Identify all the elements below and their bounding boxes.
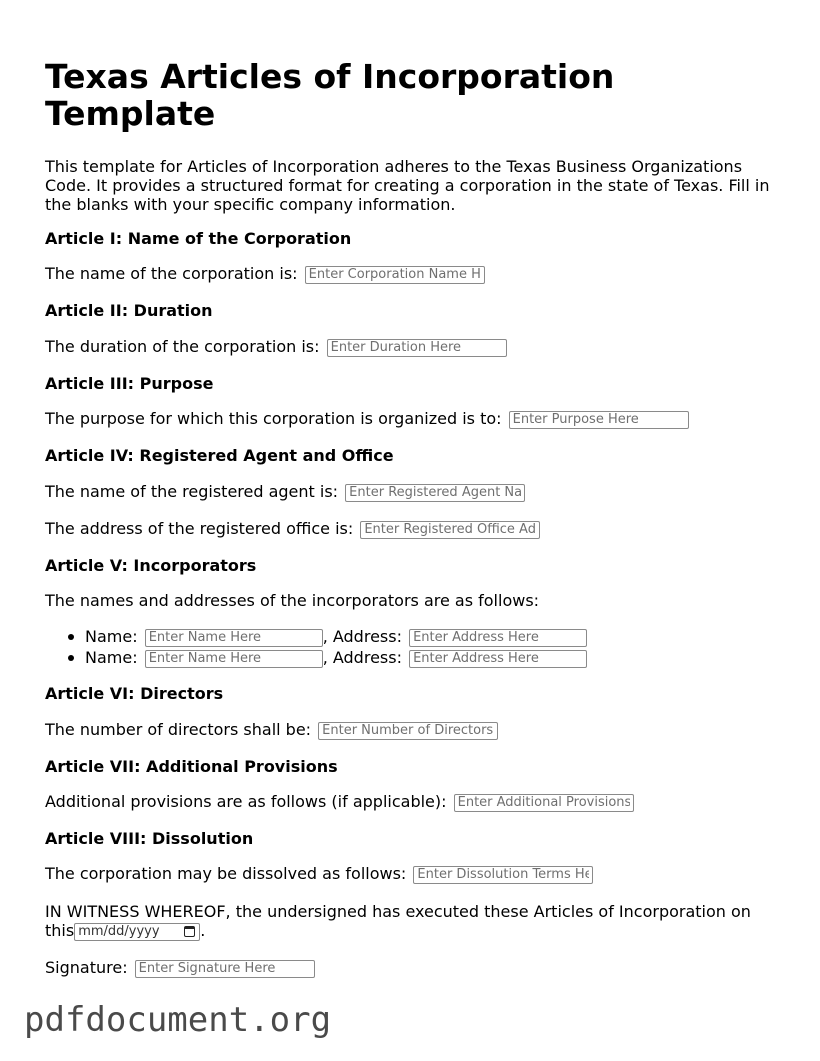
incorporator-1-address-input[interactable] — [409, 629, 587, 647]
duration-input[interactable] — [327, 339, 507, 357]
incorporator-2-name-input[interactable] — [145, 650, 323, 668]
incorporators-list — [65, 626, 587, 668]
incorporator-name-label: Name: — [85, 648, 138, 667]
article-8-row — [45, 864, 785, 884]
article-2-row — [45, 337, 785, 357]
article-3-row — [45, 409, 785, 429]
additional-provisions-input[interactable] — [454, 794, 634, 812]
number-of-directors-input[interactable] — [318, 722, 498, 740]
article-7-row — [45, 792, 785, 812]
dissolution-terms-input[interactable] — [413, 866, 593, 884]
article-4-heading: Article IV: Registered Agent and Office — [45, 446, 394, 465]
registered-office-label: The address of the registered office is: — [45, 519, 354, 538]
article-4-office-row — [45, 519, 785, 539]
witness-this-label: this — [45, 921, 75, 940]
article-6-row — [45, 720, 785, 740]
article-3-heading: Article III: Purpose — [45, 374, 214, 393]
registered-agent-label: The name of the registered agent is: — [45, 482, 339, 501]
article-5-label: The names and addresses of the incorporators are as follows: — [45, 591, 540, 610]
witness-period: . — [200, 921, 206, 940]
execution-date-input[interactable] — [74, 923, 200, 941]
calendar-icon[interactable] — [184, 926, 195, 937]
bullet-icon — [68, 634, 74, 640]
signature-input[interactable] — [135, 960, 315, 978]
article-7-label: Additional provisions are as follows (if applicable): — [45, 792, 447, 811]
incorporator-name-label: Name: — [85, 627, 138, 646]
article-1-row — [45, 264, 785, 284]
witness-line-1: IN WITNESS WHEREOF, the undersigned has executed these Articles of Incorporation on — [45, 902, 751, 921]
list-item — [65, 647, 587, 668]
incorporator-address-label: , Address: — [322, 627, 402, 646]
article-1-heading: Article I: Name of the Corporation — [45, 229, 352, 248]
article-5-heading: Article V: Incorporators — [45, 556, 257, 575]
witness-line-2 — [45, 921, 785, 941]
incorporator-address-label: , Address: — [322, 648, 402, 667]
article-8-label: The corporation may be dissolved as follows: — [45, 864, 407, 883]
article-6-label: The number of directors shall be: — [45, 720, 312, 739]
article-7-heading: Article VII: Additional Provisions — [45, 757, 338, 776]
bullet-icon — [68, 655, 74, 661]
article-2-label: The duration of the corporation is: — [45, 337, 320, 356]
article-2-heading: Article II: Duration — [45, 301, 213, 320]
signature-label: Signature: — [45, 958, 128, 977]
incorporator-2-address-input[interactable] — [409, 650, 587, 668]
footer-watermark: pdfdocument.org — [24, 1000, 332, 1040]
intro-paragraph: This template for Articles of Incorporation adheres to the Texas Business Organizations Code. It provides a structured format for creating a corporation in the state of Texas. Fill in the blanks with your specific company information. — [45, 157, 770, 214]
article-6-heading: Article VI: Directors — [45, 684, 224, 703]
article-4-agent-row — [45, 482, 785, 502]
date-placeholder: mm/dd/yyyy — [78, 923, 160, 939]
incorporator-1-name-input[interactable] — [145, 629, 323, 647]
corporation-name-input[interactable] — [305, 266, 485, 284]
list-item — [65, 626, 587, 647]
registered-office-input[interactable] — [360, 521, 540, 539]
purpose-input[interactable] — [509, 411, 689, 429]
article-1-label: The name of the corporation is: — [45, 264, 298, 283]
registered-agent-input[interactable] — [345, 484, 525, 502]
article-3-label: The purpose for which this corporation is organized is to: — [45, 409, 502, 428]
signature-row — [45, 958, 785, 978]
article-8-heading: Article VIII: Dissolution — [45, 829, 254, 848]
page-title: Texas Articles of Incorporation Template — [45, 57, 615, 133]
